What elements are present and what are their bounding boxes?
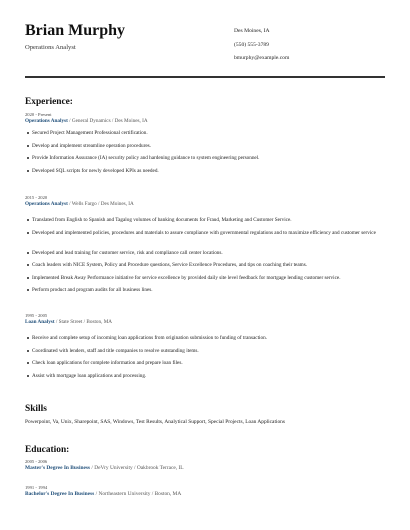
experience-heading: Experience:: [25, 97, 73, 107]
job-heading: [25, 201, 385, 208]
job-org: / General Dynamics / Des Moines, IA: [67, 118, 148, 124]
header-divider: [25, 76, 385, 78]
job-dates: 1995 - 2005: [25, 313, 48, 318]
list-item: Developed and implemented policies, procedures and materials to assure compliance with governmental regulations and to maximize efficiency and customer service: [25, 230, 385, 250]
list-item: Translated from English to Spanish and Tagalog volumes of banking documents for Fraud, Marketing and Customer Service.: [25, 217, 385, 230]
contact-phone: (550) 555-3789: [234, 41, 269, 48]
list-item: Implemented Break Away Performance initiative for service excellence by provided daily site level feedback for mortgage lending customer service.: [25, 275, 385, 288]
education-dates: 1991 - 1994: [25, 485, 48, 490]
education-heading: Education:: [25, 445, 70, 455]
list-item: Develop and implement streamline operation procedures.: [25, 143, 385, 156]
job-org: / Wells Fargo / Des Moines, IA: [67, 201, 134, 207]
job-role: Operations Analyst: [25, 201, 68, 207]
job-entry-2: [25, 195, 385, 294]
job-bullets: [25, 130, 385, 174]
contact-email[interactable]: bmurphy@example.com: [234, 55, 290, 61]
skills-heading: Skills: [25, 404, 47, 414]
job-org: / State Street / Boston, MA: [54, 319, 113, 325]
job-bullets: [25, 335, 385, 379]
job-dates: 2015 - 2020: [25, 195, 48, 200]
candidate-title: Operations Analyst: [25, 44, 76, 51]
education-entry-2: [25, 485, 385, 498]
education-entry-1: [25, 459, 385, 472]
job-dates: 2020 - Present: [25, 112, 52, 117]
job-heading: [25, 319, 385, 326]
job-role: Operations Analyst: [25, 118, 68, 124]
education-school: / Northeastern University / Boston, MA: [95, 491, 182, 497]
list-item: Check loan applications for complete information and prepare loan files.: [25, 360, 385, 373]
education-degree: Bachelor's Degree In Business: [25, 491, 95, 497]
education-heading-line: [25, 491, 385, 498]
list-item: Provide Information Assurance (IA) security policy and hardening guidance to system engineering personnel.: [25, 155, 385, 168]
education-dates: 2005 - 2006: [25, 459, 48, 464]
list-item: Developed and lead training for customer service, risk and compliance call center locations.: [25, 250, 385, 263]
job-entry-3: [25, 313, 385, 379]
skills-list: Powerpoint, Va, Unix, Sharepoint, SAS, Windows, Test Results, Analytical Support, Special Projects, Loan Applications: [25, 419, 285, 425]
list-item: Coach leaders with NICE System, Policy and Procedure questions, Service Excellence Procedures, and tips on coaching their teams.: [25, 262, 385, 275]
job-bullets: [25, 217, 385, 294]
contact-info: [234, 28, 289, 69]
education-heading-line: [25, 465, 385, 472]
list-item: Perform product and program audits for all business lines.: [25, 287, 385, 294]
list-item: Receive and complete setup of incoming loan applications from origination submission to funding of transaction.: [25, 335, 385, 348]
education-degree: Master's Degree In Business: [25, 465, 91, 471]
list-item: Coordinated with lenders, staff and title companies to resolve outstanding items.: [25, 348, 385, 361]
job-heading: [25, 118, 385, 125]
list-item: Assist with mortgage loan applications and processing.: [25, 373, 385, 380]
job-role: Loan Analyst: [25, 319, 55, 325]
job-entry-1: [25, 112, 385, 174]
candidate-name: Brian Murphy: [25, 22, 126, 39]
list-item: Secured Project Management Professional certification.: [25, 130, 385, 143]
list-item: Developed SQL scripts for newly developed KPIs as needed.: [25, 168, 385, 175]
contact-location: Des Moines, IA: [234, 28, 270, 34]
education-school: / DeVry University / Oakbrook Terrace, IL: [91, 465, 184, 471]
